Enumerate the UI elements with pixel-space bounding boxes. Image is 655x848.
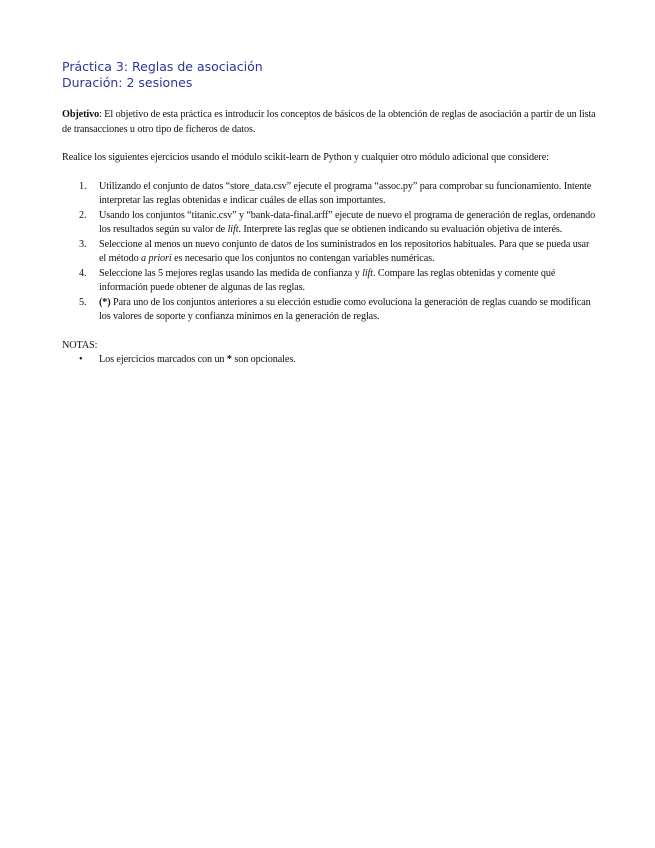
exercise-item (62, 238, 596, 267)
exercise-number: 5. (79, 296, 87, 308)
exercise-text: Utilizando el conjunto de datos “store_data.csv” ejecute el programa “assoc.py” para comprobar su funcionamiento. Intente interpretar las reglas obtenidas e indicar cuáles de ellas son importantes. (99, 180, 592, 206)
exercise-item (62, 296, 596, 325)
optional-marker: (*) (99, 296, 111, 308)
note-text: Los ejercicios marcados con un (99, 354, 227, 365)
optional-marker: * (226, 354, 232, 365)
exercise-list (62, 180, 596, 325)
exercise-emphasis: lift (227, 224, 239, 235)
document-body (62, 108, 596, 368)
exercise-text: . Compare las reglas obtenidas y comente qué información puede obtener de algunas de las reglas. (99, 267, 556, 293)
exercise-emphasis: a priori (141, 253, 172, 264)
exercise-text: es necesario que los conjuntos no contengan variables numéricas. (171, 253, 435, 264)
exercise-item (62, 209, 596, 238)
practice-duration: Duración: 2 sesiones (62, 75, 193, 90)
intro-paragraph: Realice los siguientes ejercicios usando el módulo scikit-learn de Python y cualquier otro módulo adicional que considere: (62, 152, 549, 163)
bullet-icon: • (79, 354, 83, 365)
exercise-text: Para uno de los conjuntos anteriores a su elección estudie como evoluciona la generación de reglas cuando se modifican los valores de soporte y confianza mínimos en la generación de reglas. (99, 296, 591, 322)
objective-paragraph (62, 108, 596, 137)
exercise-text: Seleccione al menos un nuevo conjunto de datos de los suministrados en los repositorios habituales. Para que se pueda usar el método (99, 238, 590, 264)
exercise-text: Seleccione las 5 mejores reglas usando las medida de confianza y (99, 267, 363, 279)
note-item (62, 353, 596, 368)
notes-label: NOTAS: (62, 339, 98, 351)
exercise-number: 1. (79, 180, 87, 192)
exercise-number: 2. (79, 209, 87, 221)
exercise-item (62, 267, 596, 296)
objective-label: Objetivo (62, 109, 100, 120)
exercise-number: 3. (79, 238, 87, 250)
note-text: son opcionales. (231, 354, 296, 365)
exercise-number: 4. (79, 267, 87, 279)
exercise-item (62, 180, 596, 209)
notes-list (62, 353, 596, 368)
objective-text: : El objetivo de esta práctica es introducir los conceptos de básicos de la obtención de reglas de asociación a partir de un lista de transacciones u otro tipo de ficheros de datos. (62, 109, 596, 135)
practice-title: Práctica 3: Reglas de asociación (62, 59, 263, 74)
exercise-emphasis: lift (362, 267, 374, 279)
document-heading (62, 59, 263, 91)
exercise-text: . Interprete las reglas que se obtienen indicando su evaluación objetiva de interés. (238, 224, 563, 235)
exercise-text: Usando los conjuntos “titanic.csv” y “bank-data-final.arff” ejecute de nuevo el programa de generación de reglas, ordenando los resultados según su valor de (99, 209, 596, 235)
